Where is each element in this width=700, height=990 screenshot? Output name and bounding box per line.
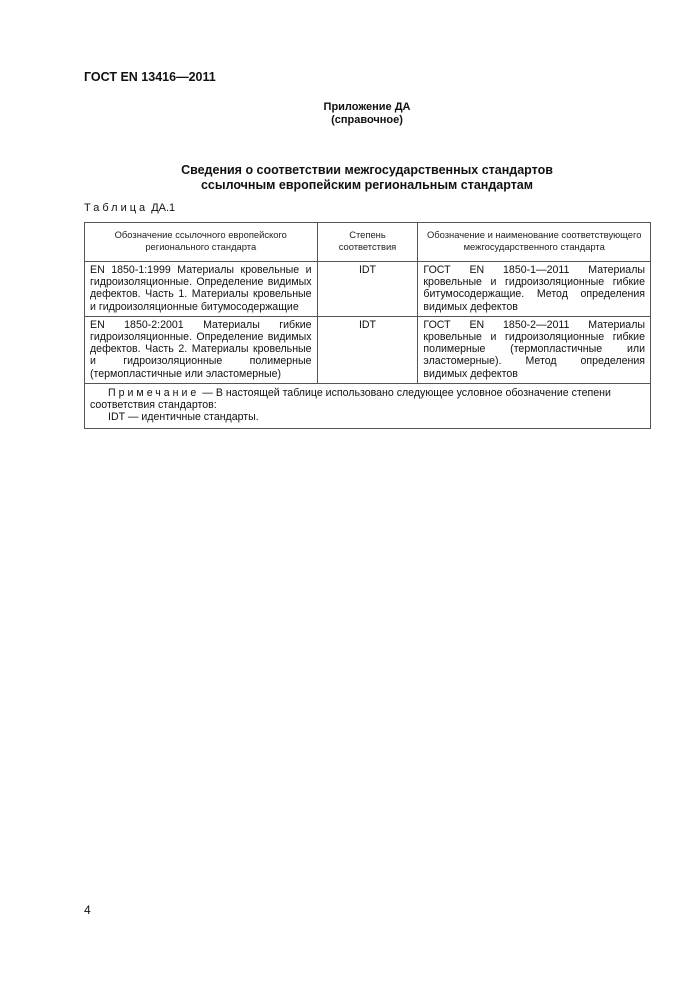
column-header: Степень соответствия (317, 223, 418, 262)
note-item: IDT — идентичные стандарты. (108, 411, 259, 424)
section-title-line: Сведения о соответствии межгосударственных стандартов (181, 163, 553, 177)
table-cell: ГОСТ EN 1850-2—2011 Материалы кровельные и гидроизоляционные гибкие полимерные (термопластичные или эластомерные). Метод определения видимых дефектов (418, 316, 651, 383)
appendix-heading (0, 101, 700, 127)
table-caption-number: ДА.1 (151, 202, 176, 214)
section-title (0, 163, 700, 193)
table-caption (84, 202, 175, 214)
note-text: — В настоящей таблице использовано следующее условное обозначение степени соответствия стандартов: (90, 386, 611, 412)
note-label: Примечание (108, 386, 200, 399)
section-title-line: ссылочным европейским региональным стандартам (200, 178, 534, 192)
appendix-subtitle: (справочное) (331, 114, 403, 126)
document-header: ГОСТ EN 13416—2011 (84, 70, 216, 84)
table-note-row (85, 383, 651, 429)
table-row (85, 316, 651, 383)
table-note (85, 383, 651, 429)
table-cell: EN 1850-1:1999 Материалы кровельные и гидроизоляционные. Определение видимых дефектов. Часть 1. Материалы кровельные и гидроизоляционные битумосодержащие (85, 262, 318, 317)
table-cell: ГОСТ EN 1850-1—2011 Материалы кровельные и гидроизоляционные гибкие битумосодержащие. Метод определения видимых дефектов (418, 262, 651, 317)
page-number: 4 (84, 903, 91, 917)
appendix-title: Приложение ДА (323, 101, 411, 113)
table-cell: IDT (317, 316, 418, 383)
table-caption-word: Таблица (84, 202, 149, 214)
column-header: Обозначение и наименование соответствующего межгосударственного стандарта (418, 223, 651, 262)
table-cell: IDT (317, 262, 418, 317)
column-header: Обозначение ссылочного европейского регионального стандарта (85, 223, 318, 262)
table-row (85, 262, 651, 317)
table-cell: EN 1850-2:2001 Материалы гибкие гидроизоляционные. Определение видимых дефектов. Часть 2. Материалы кровельные и гидроизоляционные полимерные (термопластичные или эластомерные) (85, 316, 318, 383)
standards-table (84, 222, 651, 429)
table-header-row (85, 223, 651, 262)
